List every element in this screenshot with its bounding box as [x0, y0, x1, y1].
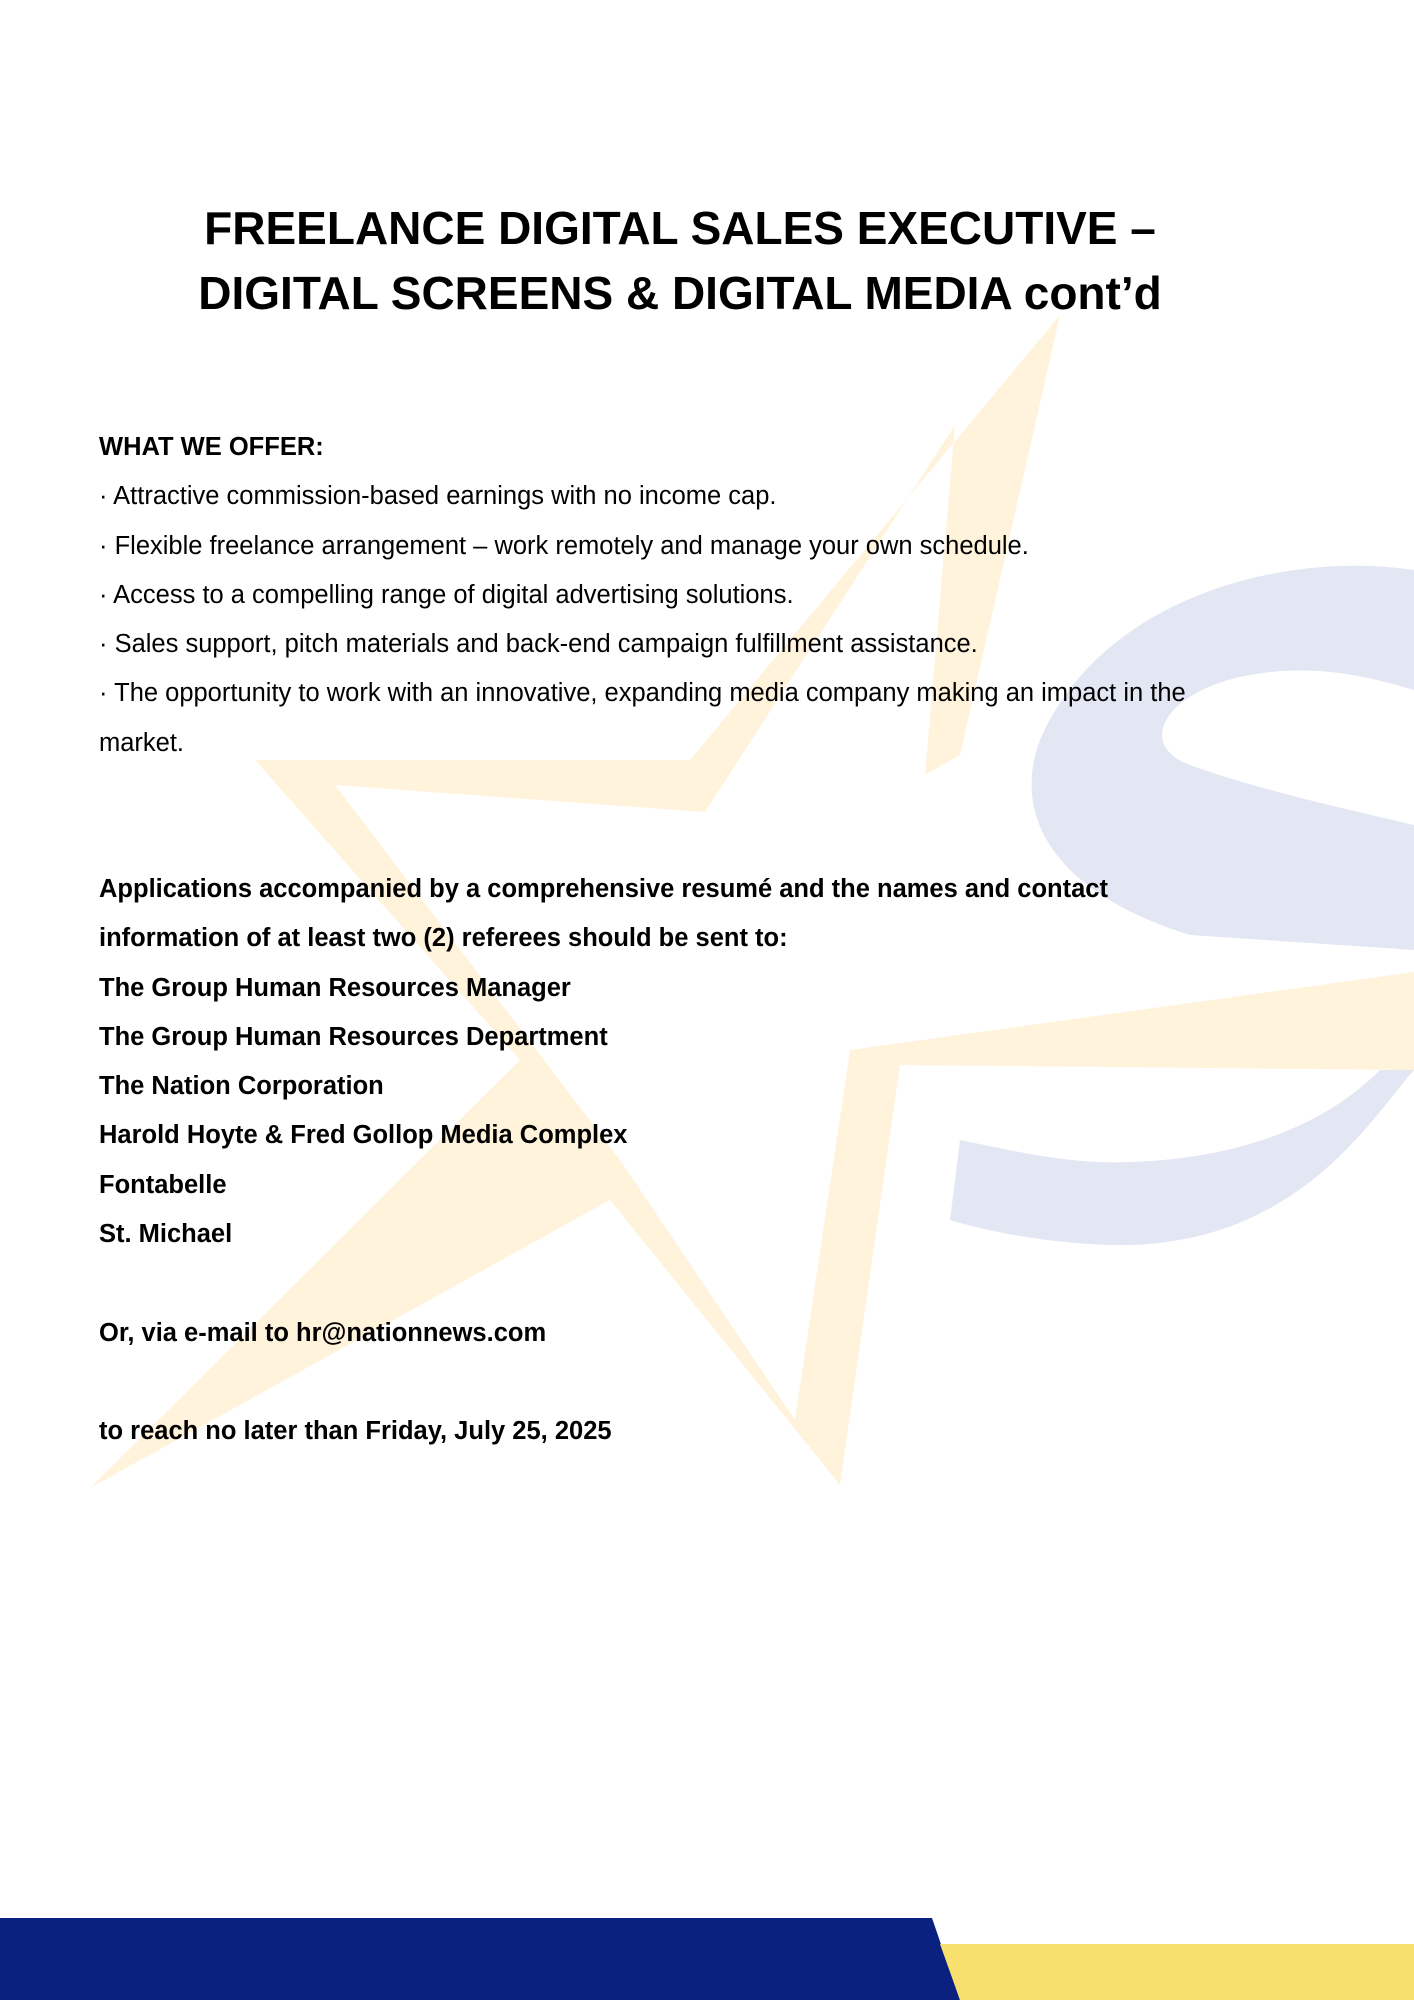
- offer-item: · Attractive commission-based earnings with no income cap.: [99, 482, 777, 511]
- title-line-2: DIGITAL SCREENS & DIGITAL MEDIA cont’d: [198, 267, 1162, 319]
- address-line: St. Michael: [99, 1220, 233, 1249]
- spacer: [99, 1259, 1249, 1308]
- application-instructions: Applications accompanied by a comprehensive resumé and the names and contact information of at least two (2) referees should be sent to:: [99, 875, 1108, 953]
- address-line: The Nation Corporation: [99, 1072, 384, 1101]
- offer-section: [99, 423, 1249, 768]
- address-line: The Group Human Resources Manager: [99, 973, 571, 1002]
- footer-yellow-band: [940, 1944, 1414, 2000]
- offer-item: · Sales support, pitch materials and back-end campaign fulfillment assistance.: [99, 630, 978, 659]
- email-line: Or, via e-mail to hr@nationnews.com: [99, 1318, 547, 1347]
- footer-band: [0, 1918, 1414, 2000]
- application-section: [99, 865, 1249, 1457]
- address-line: Fontabelle: [99, 1170, 227, 1199]
- address-line: The Group Human Resources Department: [99, 1022, 608, 1051]
- deadline-line: to reach no later than Friday, July 25, 2025: [99, 1417, 612, 1446]
- title-line-1: FREELANCE DIGITAL SALES EXECUTIVE –: [204, 202, 1156, 254]
- footer-navy-band: [0, 1918, 960, 2000]
- offer-heading: WHAT WE OFFER:: [99, 433, 324, 461]
- offer-item: · Flexible freelance arrangement – work remotely and manage your own schedule.: [99, 531, 1029, 560]
- spacer: [99, 1358, 1249, 1407]
- address-line: Harold Hoyte & Fred Gollop Media Complex: [99, 1121, 628, 1150]
- page-title: [100, 196, 1260, 326]
- offer-item: · The opportunity to work with an innovative, expanding media company making an impact in the market.: [99, 679, 1186, 757]
- offer-item: · Access to a compelling range of digital advertising solutions.: [99, 580, 794, 609]
